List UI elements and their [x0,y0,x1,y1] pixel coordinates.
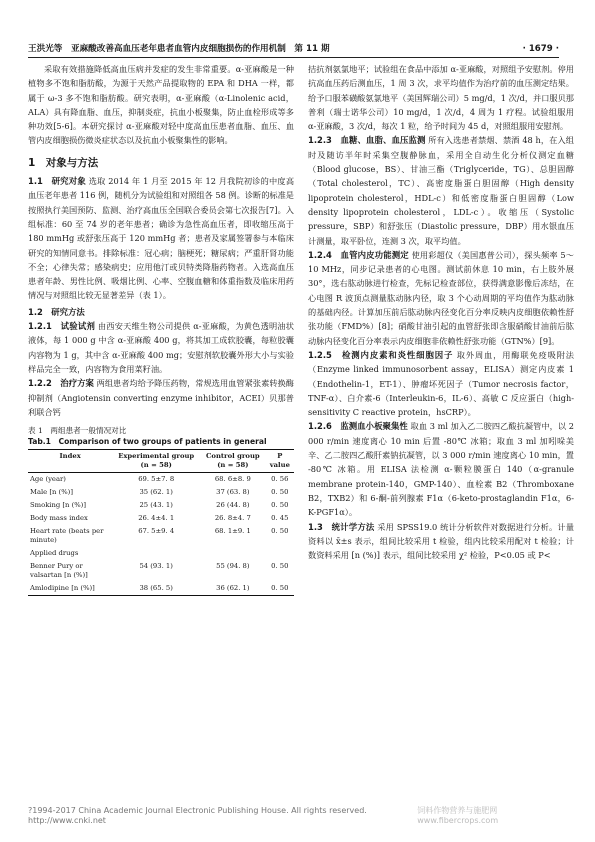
table-cell: 69. 5±7. 8 [138,475,175,484]
table-row-label: Applied drugs [30,549,79,558]
table-row-label: Smoking [n (%)] [30,501,86,510]
subsection-1-2-2 [28,376,294,419]
subsection-1-2-3-text: 所有入选患者禁烟、禁酒 48 h，在入组时及随访半年时采集空腹静脉血，采用全自动生化分析仪测定血糖（Blood glucose，BS）、甘油三酯（Triglyceride，TG）、总胆固醇（Total cholesterol，TC）、高密度脂蛋白胆固醇（High density lipoprotein cholesterol，HDL-c）和低密度脂蛋白胆固醇（Low density lipoprotein cholesterol，LDL-c）。收缩压（Systolic pressure，SBP）和舒张压（Diastolic pressure，DBP）用水银血压计测量，取平卧位，连测 3 次，取平均值。 [308,135,574,246]
table-cell: 54 (93. 1) [139,562,173,571]
subsection-1-2-5-text: 取外周血，用酶联免疫吸附法（Enzyme linked immunosorbent assay，ELISA）测定内皮素 1（Endothelin-1，ET-1）、肿瘤坏死因子（Tumor necrosis factor，TNF-α）、白介素-6（Interleukin-6，IL-6）、高敏 C 反应蛋白（high-sensitivity C reactive protein，hsCRP）。 [308,349,574,418]
subsection-1-2-2-text: 两组患者均给予降压药物，常规选用血管紧张素转换酶抑制剂（Angiotensin converting enzyme inhibitor，ACEI）贝那普利联合钙 [28,378,294,417]
table-cell: 68. 1±9. 1 [214,527,251,536]
subsection-1-2-title: 1.2 研究方法 [28,306,85,317]
header-authors-title: 王洪光等 亚麻酸改善高血压老年患者血管内皮细胞损伤的作用机制 第 11 期 [28,44,330,54]
header-page-number: · 1679 · [522,44,559,54]
table-caption [28,425,294,447]
subsection-1-2-1-title: 1.2.1 试验试剂 [28,321,96,332]
left-column [28,62,294,596]
subsection-1-3-title: 1.3 统计学方法 [308,521,375,532]
table-cell: 67. 5±9. 4 [138,527,175,536]
table-cell: 68. 6±8. 9 [214,475,251,484]
section-heading-1: 1 对象与方法 [28,156,99,169]
table-row-label: Body mass index [30,514,88,523]
table-row [28,525,294,547]
subsection-1-2-4-title: 1.2.4 血管内皮功能测定 [308,249,409,260]
subsection-1-2-4-text: 使用彩超仪（美国惠普公司），探头频率 5～10 MHz，同步记录患者的心电图。测试前休息 10 min，右上肢外展 30°，选右肱动脉进行检查，先标记检查部位，获得满意影像后冻结，在心电图 R 波顶点测量肱动脉内径，取 3 个心动周期的平均值作为肱动脉的基础内径。计算加压前后肱动脉内径变化百分率反映内皮细胞依赖性舒张功能（FMD%）[8]；硝酸甘油引起的血管舒张即含服硝酸甘油前后肱动脉内径变化百分率表示内皮细胞非依赖性舒张功能（GTN%）[9]。 [308,249,574,346]
watermark-text: 饲料作物营养与施肥网 www.fibercrops.com [417,806,499,825]
table-header-cell: Experimental group (n = 58) [118,452,195,470]
table-row-label: Amlodipine [n (%)] [30,584,95,593]
table-cell: 0. 50 [271,527,289,536]
table-caption-en: Tab.1 Comparison of two groups of patients in general [28,437,267,447]
subsection-1-3 [308,520,574,563]
general-comparison-table [28,449,294,596]
table-row-label: Heart rate (beats per minute) [30,527,104,545]
table-row [28,560,294,582]
table-cell: 26. 4±4. 1 [138,514,175,523]
table-row-label: Male [n (%)] [30,488,73,497]
right-column [308,62,574,562]
table-cell: 0. 45 [271,514,289,523]
table-cell: 26 (44. 8) [216,501,250,510]
table-cell [112,547,200,560]
table-header-cell: P value [269,452,290,470]
table-cell: 0. 50 [271,501,289,510]
table-cell: 36 (62. 1) [216,584,250,593]
subsection-1-2-5-title: 1.2.5 检测内皮素和炎性细胞因子 [308,349,454,360]
subsection-1-2-2-title: 1.2.2 治疗方案 [28,378,94,389]
table-cell: 37 (63. 8) [216,488,250,497]
running-header [28,40,559,54]
table-cell: 35 (62. 1) [139,488,173,497]
treatment-continued-paragraph: 拮抗剂氨氯地平；试验组在食品中添加 α-亚麻酸，对照组予安慰剂。停用抗高血压药后测血压，1 周 3 次，求平均值作为治疗前的血压测定结果。给予口服苯磺酸氨氯地平（美国辉瑞公司）5 mg/d，1 次/d，并口服贝那普利（瑞士诺华公司）10 mg/d，1 次/d，4 周为 1 疗程。试验组服用 α-亚麻酸，3 次/d，每次 1 粒，给予时间为 45 d，对照组服用安慰剂。 [308,64,574,132]
table-cell: 25 (43. 1) [139,501,173,510]
subsection-1-2-6-text: 取血 3 ml 加入乙二胺四乙酸抗凝管中，以 2 000 r/min 速度离心 10 min 后置 -80℃ 冰箱；取血 3 ml 加吲哚美辛、乙二胺四乙酸肝素钠抗凝管，以 3 000 r/min 速度离心 10 min，置 -80℃ 冰箱。用 ELISA 法检测 α-颗粒膜蛋白 140（α-granule membrane protein-140，GMP-140）、血栓素 B2（Thromboxane B2，TXB2）和 6-酮-前列腺素 F1α（6-keto-prostaglandin F1α，6-K-PGF1α）。 [308,421,574,518]
copyright-notice: ?1994-2017 China Academic Journal Electronic Publishing House. All rights reserved. http://www.cnki.net [28,806,375,825]
table-row [28,499,294,512]
subsection-1-1 [28,174,294,303]
table-row-label: Benner Pury or valsartan [n (%)] [30,562,88,580]
table-row [28,473,294,487]
subsection-1-2-6-title: 1.2.6 监测血小板聚集性 [308,421,408,432]
table-cell: 26. 8±4. 7 [214,514,251,523]
subsection-1-1-title: 1.1 研究对象 [28,176,86,187]
table-cell: 0. 50 [271,584,289,593]
subsection-1-2-1-text: 由西安天维生物公司提供 α-亚麻酸，为黄色透明油状液体，每 1 000 g 中含 α-亚麻酸 400 g，将其加工成软胶囊，每粒胶囊内容物为 1 g，其中含 α-亚麻酸 400 mg；安慰剂软胶囊外形大小与实验样品完全一致，内容物为食用菜籽油。 [28,321,294,374]
table-row [28,512,294,525]
subsection-1-2-6 [308,419,574,519]
table-row [28,486,294,499]
subsection-1-3-text: 采用 SPSS19.0 统计分析软件对数据进行分析。计量资料以 x̄±s 表示，组间比较采用 t 检验，组内比较采用配对 t 检验；计数资料采用 [n (%)] 表示，组间比较采用 χ² 检验，P<0.05 或 P< [308,521,575,561]
table-caption-cn: 表 1 两组患者一般情况对比 [28,426,127,436]
table-cell [266,547,294,560]
table-header-cell: Control group (n = 58) [206,452,260,470]
page-footer [28,805,567,825]
subsection-1-2-4 [308,248,574,348]
intro-paragraph: 采取有效措施降低高血压病并发症的发生非常重要。α-亚麻酸是一种植物多不饱和脂肪酸，为源于天然产品提取物的 EPA 和 DHA 一样，都属于 ω-3 多不饱和脂肪酸。研究表明，α-亚麻酸（α-Linolenic acid，ALA）具有降血脂、血压，抑制炎症，抗血小板聚集，防止血栓形成等多种功效[5-6]。本研究探讨 α-亚麻酸对轻中度高血压患者血脂、血压、血管内皮细胞损伤微炎症状态以及抗血小板聚集性的影响。 [28,64,294,146]
table-cell: 0. 50 [271,562,289,571]
table-cell: 0. 56 [271,475,289,484]
subsection-1-2-5 [308,348,574,419]
header-rule [28,57,559,58]
subsection-1-1-text: 选取 2014 年 1 月至 2015 年 12 月我院初诊的中度高血压老年患者 116 例，随机分为试验组和对照组各 58 例。诊断的标准是按照执行美国预防、监测、治疗高血压全国联合委员会第七次报告[7]。入组标准：60 至 74 岁的老年患者；确诊为急性高血压者，即收缩压高于 180 mmHg 或舒张压高于 120 mmHg 者；患者及家属签署参与本临床研究的知情同意书。排除标准：冠心病；脑梗死；糖尿病；严重肝肾功能不全；心律失常；感染病史；应用他汀或贝特类降脂药物者。入选高血压患者年龄、男性比例、吸烟比例、心率、空腹血糖和体重指数及临床用药情况与对照组比较无显著差异（表 1）。 [28,176,295,301]
table-row [28,582,294,596]
table-cell: 38 (65. 5) [139,584,173,593]
table-row [28,547,294,560]
table-header-row [28,450,294,473]
table-cell: 0. 50 [271,488,289,497]
table-cell [200,547,265,560]
table-cell: 55 (94. 8) [216,562,250,571]
table-header-cell: Index [59,452,81,461]
subsection-1-2-1 [28,319,294,376]
table-row-label: Age (year) [30,475,66,484]
subsection-1-2-3-title: 1.2.3 血糖、血脂、血压监测 [308,135,426,146]
subsection-1-2-3 [308,133,574,247]
